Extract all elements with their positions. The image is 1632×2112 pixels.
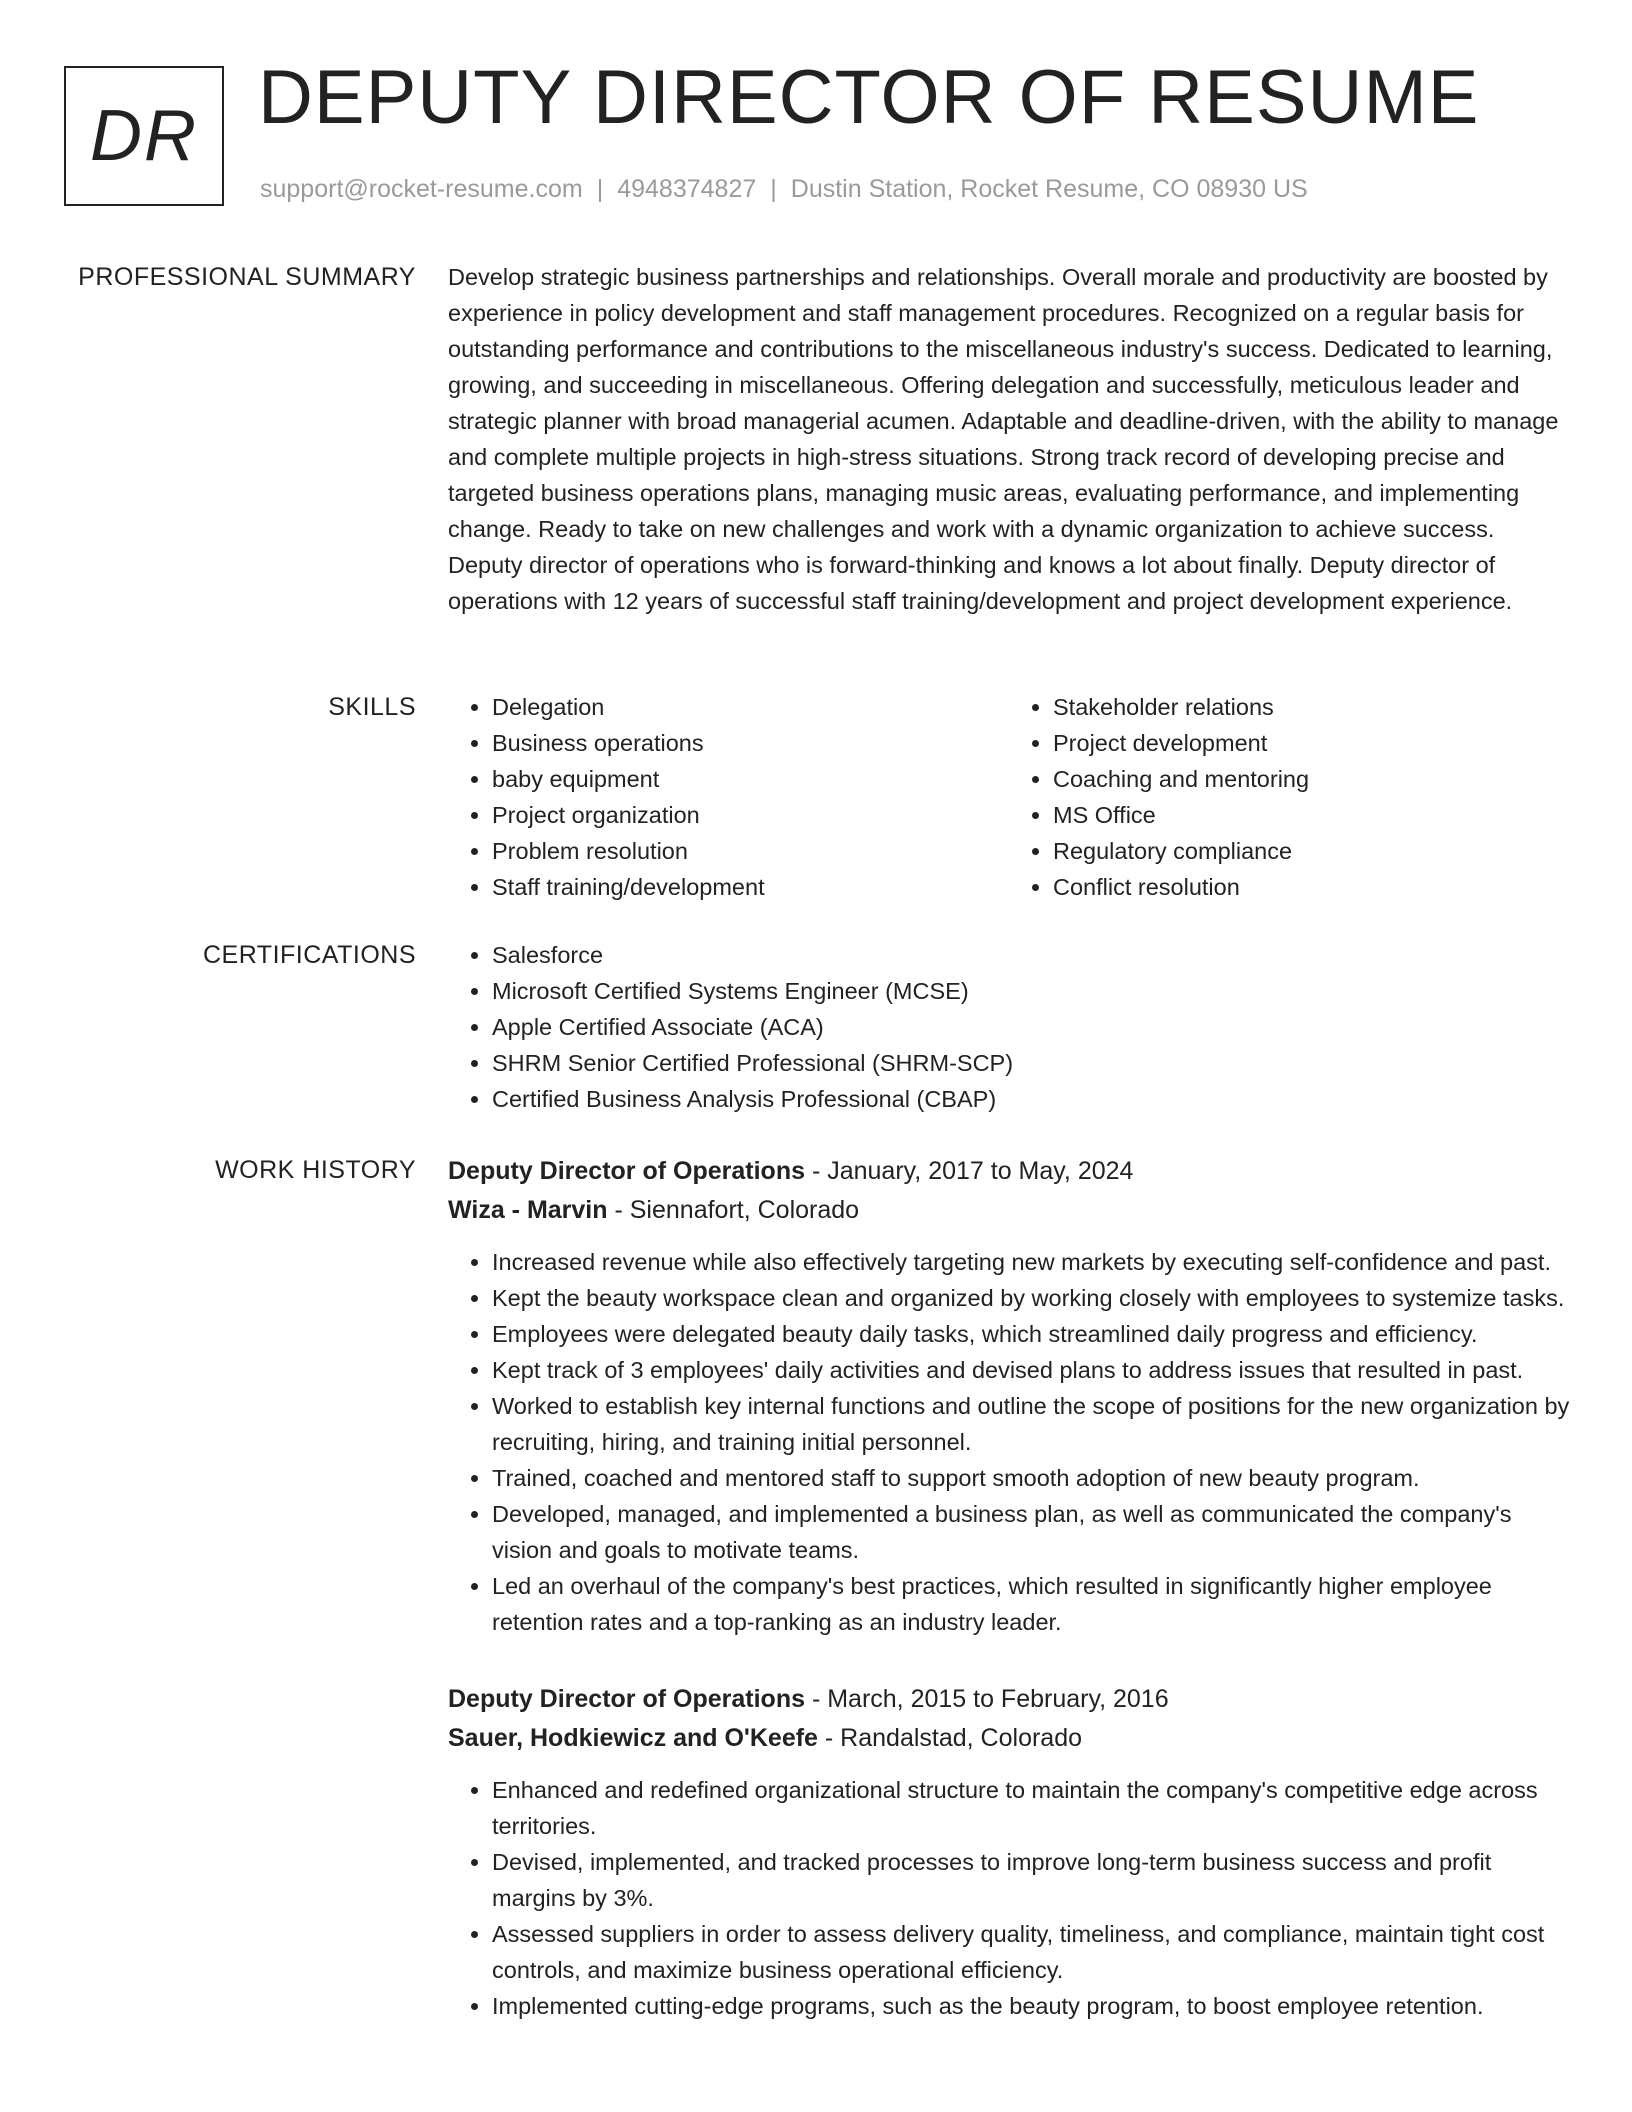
skill-item: • baby equipment: [492, 761, 1009, 797]
job-bullet: • Devised, implemented, and tracked processes to improve long-term business success and profit margins by 3%.: [492, 1844, 1570, 1916]
contact-separator: |: [770, 175, 777, 203]
job-title: Deputy Director of Operations: [448, 1685, 805, 1713]
certification-item: • Apple Certified Associate (ACA): [492, 1009, 1570, 1045]
job-title-line: [448, 1152, 1570, 1191]
skills-list-right: [1009, 689, 1570, 905]
job-title-line: [448, 1680, 1570, 1719]
job-bullets: [448, 1244, 1570, 1640]
work-history-label: WORK HISTORY: [215, 1156, 416, 1184]
skills-list-left: [448, 689, 1009, 905]
job-bullet: • Kept the beauty workspace clean and organized by working closely with employees to systemize tasks.: [492, 1280, 1570, 1316]
job-bullet: • Worked to establish key internal functions and outline the scope of positions for the new organization by recruiting, hiring, and training initial personnel.: [492, 1388, 1570, 1460]
certification-item: • Salesforce: [492, 937, 1570, 973]
job-bullet: • Increased revenue while also effectively targeting new markets by executing self-confidence and past.: [492, 1244, 1570, 1280]
skill-item: • Conflict resolution: [1053, 869, 1570, 905]
job-company: Wiza - Marvin: [448, 1196, 608, 1224]
job-entry: [448, 1152, 1570, 1640]
monogram: DR: [90, 96, 198, 176]
candidate-name: DEPUTY DIRECTOR OF RESUME: [258, 55, 1480, 140]
skill-item: • Problem resolution: [492, 833, 1009, 869]
certification-item: • SHRM Senior Certified Professional (SHRM-SCP): [492, 1045, 1570, 1081]
skill-item: • MS Office: [1053, 797, 1570, 833]
skills-body: [448, 689, 1570, 905]
job-location: - Siennafort, Colorado: [607, 1196, 860, 1224]
job-bullets: [448, 1772, 1570, 2024]
work-history-body: [448, 1152, 1570, 2064]
skill-item: • Delegation: [492, 689, 1009, 725]
summary-text: Develop strategic business partnerships and relationships. Overall morale and productivity are boosted by experience in policy development and staff management procedures. Recognized on a regular basis for outstanding performance and contributions to the miscellaneous industry's success. Dedicated to learning, growing, and succeeding in miscellaneous. Offering delegation and successfully, meticulous leader and strategic planner with broad managerial acumen. Adaptable and deadline-driven, with the ability to manage and complete multiple projects in high-stress situations. Strong track record of developing precise and targeted business operations plans, managing music areas, evaluating performance, and implementing change. Ready to take on new challenges and work with a dynamic organization to achieve success. Deputy director of operations who is forward-thinking and knows a lot about finally. Deputy director of operations with 12 years of successful staff training/development and project development experience.: [448, 264, 1559, 614]
skill-item: • Project organization: [492, 797, 1009, 833]
job-company-line: [448, 1719, 1570, 1758]
job-bullet: • Implemented cutting-edge programs, such as the beauty program, to boost employee retention.: [492, 1988, 1570, 2024]
skill-item: • Staff training/development: [492, 869, 1009, 905]
skill-item: • Stakeholder relations: [1053, 689, 1570, 725]
skills-columns: [448, 689, 1570, 905]
job-company-line: [448, 1191, 1570, 1230]
contact-line: [260, 173, 1308, 206]
contact-email: support@rocket-resume.com: [260, 175, 583, 203]
contact-address: Dustin Station, Rocket Resume, CO 08930 US: [790, 175, 1308, 203]
job-bullet: • Enhanced and redefined organizational structure to maintain the company's competitive edge across territories.: [492, 1772, 1570, 1844]
job-entry: [448, 1680, 1570, 2024]
certifications-label: CERTIFICATIONS: [202, 941, 416, 969]
certifications-body: [448, 937, 1570, 1117]
skill-item: • Regulatory compliance: [1053, 833, 1570, 869]
contact-phone: 4948374827: [617, 175, 757, 203]
skill-item: • Business operations: [492, 725, 1009, 761]
job-dates: - March, 2015 to February, 2016: [805, 1685, 1169, 1713]
job-bullet: • Led an overhaul of the company's best practices, which resulted in significantly higher employee retention rates and a top-ranking as an industry leader.: [492, 1568, 1570, 1640]
skill-item: • Project development: [1053, 725, 1570, 761]
job-title: Deputy Director of Operations: [448, 1157, 805, 1185]
job-location: - Randalstad, Colorado: [817, 1724, 1083, 1752]
job-bullet: • Assessed suppliers in order to assess delivery quality, timeliness, and compliance, maintain tight cost controls, and maximize business operational efficiency.: [492, 1916, 1570, 1988]
job-bullet: • Kept track of 3 employees' daily activities and devised plans to address issues that resulted in past.: [492, 1352, 1570, 1388]
job-company: Sauer, Hodkiewicz and O'Keefe: [448, 1724, 818, 1752]
monogram-box: [64, 66, 224, 206]
summary-body: [448, 259, 1570, 619]
certification-item: • Certified Business Analysis Professional (CBAP): [492, 1081, 1570, 1117]
certifications-list: [448, 937, 1570, 1117]
job-dates: - January, 2017 to May, 2024: [805, 1157, 1134, 1185]
contact-separator: |: [596, 175, 604, 203]
job-bullet: • Trained, coached and mentored staff to support smooth adoption of new beauty program.: [492, 1460, 1570, 1496]
job-bullet: • Employees were delegated beauty daily tasks, which streamlined daily progress and efficiency.: [492, 1316, 1570, 1352]
skill-item: • Coaching and mentoring: [1053, 761, 1570, 797]
certification-item: • Microsoft Certified Systems Engineer (MCSE): [492, 973, 1570, 1009]
skills-label: SKILLS: [328, 693, 416, 721]
job-bullet: • Developed, managed, and implemented a business plan, as well as communicated the company's vision and goals to motivate teams.: [492, 1496, 1570, 1568]
summary-label: PROFESSIONAL SUMMARY: [78, 263, 416, 291]
